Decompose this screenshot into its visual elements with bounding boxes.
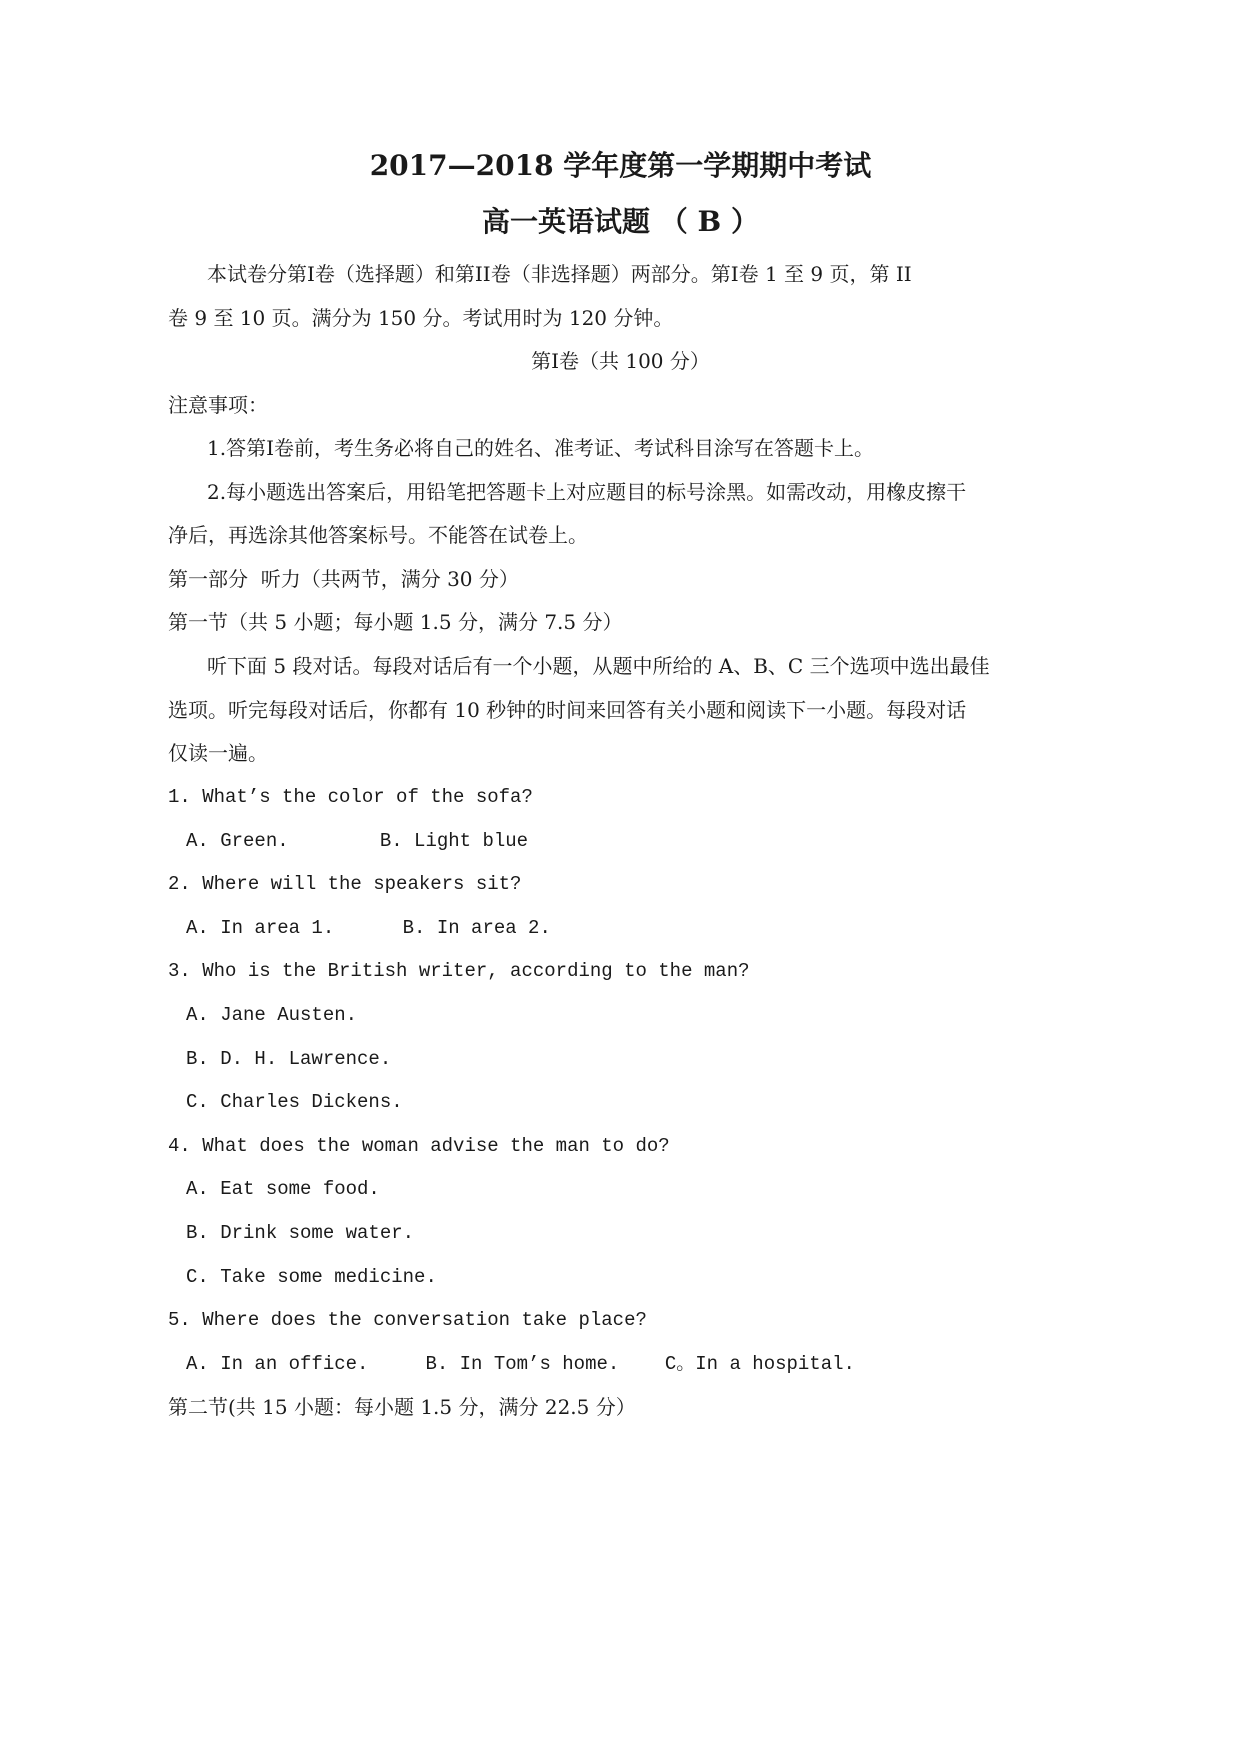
page-title: 2017—2018 学年度第一学期期中考试	[369, 149, 872, 182]
notes-item-2-line-1: 2.每小题选出答案后，用铅笔把答题卡上对应题目的标号涂黑。如需改动，用橡皮擦干	[207, 480, 967, 504]
question-4-option-a: A. Eat some food.	[186, 1178, 380, 1200]
question-3-option-c: C. Charles Dickens.	[186, 1091, 403, 1113]
section2-heading: 第二节(共 15 小题：每小题 1.5 分，满分 22.5 分）	[168, 1395, 636, 1419]
notes-heading: 注意事项：	[168, 393, 268, 417]
question-3-option-b: B. D. H. Lawrence.	[186, 1048, 392, 1070]
section1-heading: 第一节（共 5 小题；每小题 1.5 分，满分 7.5 分）	[168, 610, 623, 634]
question-4-option-b: B. Drink some water.	[186, 1222, 415, 1244]
instruction-line-2: 选项。听完每段对话后，你都有 10 秒钟的时间来回答有关小题和阅读下一小题。每段对话	[168, 698, 967, 722]
question-4: 4. What does the woman advise the man to do?	[168, 1135, 670, 1157]
notes-item-2-line-2: 净后，再选涂其他答案标号。不能答在试卷上。	[168, 523, 588, 547]
question-2-options: A. In area 1. B. In area 2.	[186, 917, 551, 939]
instruction-line-3: 仅读一遍。	[168, 741, 268, 765]
question-5-options: A. In an office. B. In Tom’s home. C。In a hospital.	[186, 1353, 855, 1375]
question-4-option-c: C. Take some medicine.	[186, 1266, 437, 1288]
intro-line-2: 卷 9 至 10 页。满分为 150 分。考试用时为 120 分钟。	[168, 306, 674, 330]
question-5: 5. Where does the conversation take place?	[168, 1309, 647, 1331]
question-1: 1. What’s the color of the sofa?	[168, 786, 533, 808]
instruction-line-1: 听下面 5 段对话。每段对话后有一个小题，从题中所给的 A、B、C 三个选项中选出最佳	[207, 654, 990, 678]
notes-item-1: 1.答第Ⅰ卷前，考生务必将自己的姓名、准考证、考试科目涂写在答题卡上。	[207, 436, 874, 460]
section-title: 第Ⅰ卷（共 100 分）	[531, 349, 710, 373]
question-3: 3. Who is the British writer, according to the man?	[168, 960, 750, 982]
question-1-options: A. Green. B. Light blue	[186, 830, 529, 852]
question-2: 2. Where will the speakers sit?	[168, 873, 522, 895]
intro-line-1: 本试卷分第Ⅰ卷（选择题）和第II卷（非选择题）两部分。第Ⅰ卷 1 至 9 页，第 II	[207, 262, 912, 286]
part1-heading: 第一部分 听力（共两节，满分 30 分）	[168, 567, 519, 591]
question-3-option-a: A. Jane Austen.	[186, 1004, 358, 1026]
page-subtitle: 高一英语试题 （ B ）	[482, 205, 759, 238]
